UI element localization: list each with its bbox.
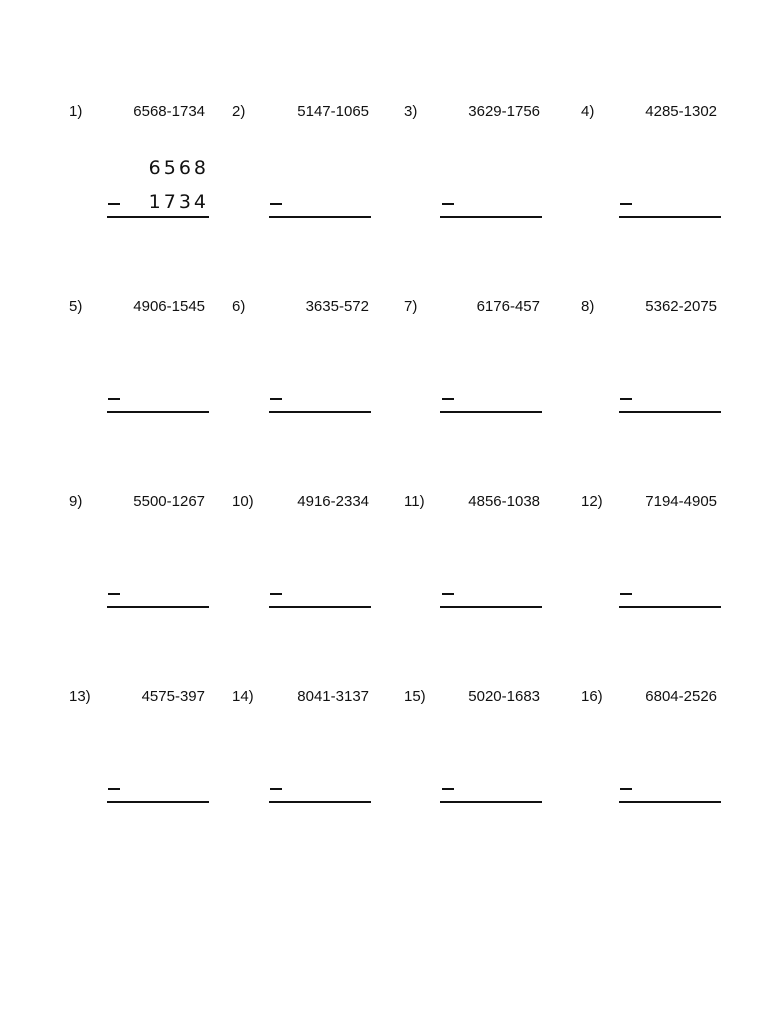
minus-sign <box>442 398 454 400</box>
top-operand: 6568 <box>148 157 209 179</box>
answer-line <box>269 801 371 803</box>
answer-line <box>107 216 209 218</box>
minus-sign <box>620 203 632 205</box>
minus-sign <box>108 398 120 400</box>
answer-line <box>269 606 371 608</box>
problem-2 <box>232 101 397 241</box>
problem-expression: 3635-572 <box>305 298 369 315</box>
minus-sign <box>442 203 454 205</box>
answer-line <box>440 411 542 413</box>
bottom-operand: 1734 <box>148 191 209 213</box>
answer-line <box>107 606 209 608</box>
answer-line <box>440 606 542 608</box>
minus-sign <box>620 788 632 790</box>
problem-number: 16) <box>581 688 603 705</box>
minus-sign <box>442 593 454 595</box>
problem-expression: 5362-2075 <box>645 298 717 315</box>
answer-line <box>269 216 371 218</box>
problem-5 <box>69 296 234 436</box>
problem-8 <box>581 296 746 436</box>
problem-15 <box>404 686 569 826</box>
minus-sign <box>108 593 120 595</box>
problem-number: 8) <box>581 298 595 315</box>
answer-line <box>440 801 542 803</box>
problem-expression: 4856-1038 <box>468 493 540 510</box>
problem-16 <box>581 686 746 826</box>
problem-expression: 6804-2526 <box>645 688 717 705</box>
minus-sign <box>270 593 282 595</box>
problem-4 <box>581 101 746 241</box>
problem-10 <box>232 491 397 631</box>
minus-sign <box>270 203 282 205</box>
problem-expression: 5020-1683 <box>468 688 540 705</box>
problem-9 <box>69 491 234 631</box>
problem-expression: 4575-397 <box>141 688 205 705</box>
problem-expression: 3629-1756 <box>468 103 540 120</box>
answer-line <box>619 216 721 218</box>
problem-expression: 6176-457 <box>476 298 540 315</box>
problem-number: 12) <box>581 493 603 510</box>
problem-number: 2) <box>232 103 246 120</box>
problem-number: 7) <box>404 298 418 315</box>
problem-number: 5) <box>69 298 83 315</box>
minus-sign <box>108 788 120 790</box>
problem-number: 15) <box>404 688 426 705</box>
minus-sign <box>270 788 282 790</box>
minus-sign <box>620 593 632 595</box>
problem-expression: 5500-1267 <box>133 493 205 510</box>
answer-line <box>619 606 721 608</box>
minus-sign <box>270 398 282 400</box>
answer-line <box>269 411 371 413</box>
minus-sign <box>620 398 632 400</box>
minus-sign <box>442 788 454 790</box>
problem-expression: 6568-1734 <box>133 103 205 120</box>
answer-line <box>619 801 721 803</box>
problem-expression: 4906-1545 <box>133 298 205 315</box>
answer-line <box>619 411 721 413</box>
problem-number: 3) <box>404 103 418 120</box>
problem-7 <box>404 296 569 436</box>
problem-6 <box>232 296 397 436</box>
problem-expression: 8041-3137 <box>297 688 369 705</box>
problem-number: 6) <box>232 298 246 315</box>
problem-12 <box>581 491 746 631</box>
problem-3 <box>404 101 569 241</box>
problem-number: 10) <box>232 493 254 510</box>
problem-number: 9) <box>69 493 83 510</box>
problem-expression: 5147-1065 <box>297 103 369 120</box>
problem-expression: 4285-1302 <box>645 103 717 120</box>
problem-11 <box>404 491 569 631</box>
problem-14 <box>232 686 397 826</box>
answer-line <box>440 216 542 218</box>
problem-number: 4) <box>581 103 595 120</box>
problem-number: 13) <box>69 688 91 705</box>
problem-number: 11) <box>404 493 425 510</box>
answer-line <box>107 411 209 413</box>
answer-line <box>107 801 209 803</box>
problem-number: 1) <box>69 103 83 120</box>
problem-1 <box>69 101 234 241</box>
problem-expression: 7194-4905 <box>645 493 717 510</box>
problem-number: 14) <box>232 688 254 705</box>
problem-expression: 4916-2334 <box>297 493 369 510</box>
problem-13 <box>69 686 234 826</box>
